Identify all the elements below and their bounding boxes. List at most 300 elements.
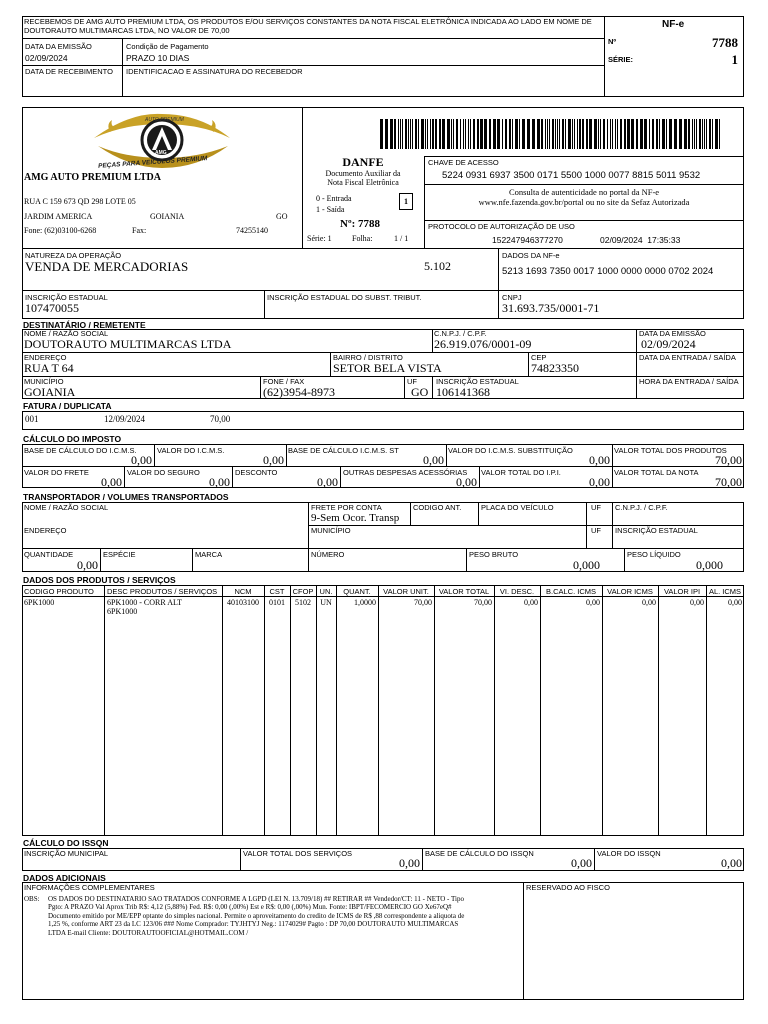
barcode-bar: [405, 119, 407, 149]
divider: [22, 596, 744, 597]
divider: [264, 290, 265, 319]
products-header-ncm: NCM: [234, 587, 252, 596]
recipient-section-title: DESTINATÁRIO / REMETENTE: [23, 320, 146, 330]
access-key-value: 5224 0931 6937 3500 0171 5500 1000 0077 8815 5011 9532: [442, 170, 701, 181]
tax-label-discount: DESCONTO: [235, 468, 278, 477]
barcode-bar: [612, 119, 613, 149]
access-key-label: CHAVE DE ACESSO: [428, 158, 499, 167]
divider: [479, 466, 480, 488]
products-header-cfop: CFOP: [292, 587, 314, 596]
barcode-bar: [412, 119, 413, 149]
issuer-address: RUA C 159 673 QD 298 LOTE 05: [24, 197, 136, 206]
receipt-serie-value: 1: [731, 52, 738, 67]
products-column-divider: [494, 585, 495, 836]
barcode-bar: [522, 119, 525, 149]
transport-address-label: ENDEREÇO: [24, 526, 67, 535]
consult-line1: Consulta de autenticidade no portal da NF-e: [508, 187, 660, 197]
obs-label: OBS:: [24, 895, 40, 903]
barcode-bar: [421, 119, 424, 149]
barcode-bar: [545, 119, 546, 149]
barcode-bar: [598, 119, 599, 149]
recipient-ie-value: 106141368: [436, 385, 490, 399]
products-column-divider: [264, 585, 265, 836]
barcode-bar: [659, 119, 660, 149]
issqn-im-label: INSCRIÇÃO MUNICIPAL: [24, 849, 109, 858]
tax-value-note-total: 70,00: [715, 475, 742, 489]
products-column-divider: [222, 585, 223, 836]
issqn-services-value: 0,00: [399, 856, 420, 870]
barcode-bar: [541, 119, 543, 149]
divider: [410, 502, 411, 525]
product-code: 6PK1000: [24, 598, 55, 607]
barcode-bar: [572, 119, 573, 149]
obs-line: OS DADOS DO DESTINATARIO SAO TRATADOS CONFORME A LGPD (LEI N. 13.709/18) ## RETIRAR ## Vendedor/CT: 11 - NETO - Tipo: [48, 895, 464, 903]
barcode-bar: [603, 119, 605, 149]
barcode-bar: [719, 119, 720, 149]
divider: [22, 65, 604, 66]
tax-label-icms-base: BASE DE CÁLCULO DO I.C.M.S.: [24, 446, 137, 455]
product-desc-line2: 6PK1000: [107, 607, 138, 616]
divider: [240, 848, 241, 871]
danfe-entrada: 0 - Entrada: [316, 194, 352, 203]
barcode-bar: [696, 119, 697, 149]
danfe-sub1: Documento Auxiliar da: [325, 169, 401, 178]
issqn-services-label: VALOR TOTAL DOS SERVIÇOS: [243, 849, 353, 858]
issuer-cep: 74255140: [236, 226, 268, 235]
divider: [124, 466, 125, 488]
nfe-data-value: 5213 1693 7350 0017 1000 0000 0000 0702 2024: [502, 266, 714, 277]
tax-label-insurance: VALOR DO SEGURO: [127, 468, 200, 477]
barcode-bar: [617, 119, 618, 149]
product-aliq: 0,00: [728, 598, 742, 607]
divider: [100, 548, 101, 572]
divider: [260, 376, 261, 399]
divider: [466, 548, 467, 572]
barcode-bar: [694, 119, 695, 149]
tax-value-freight: 0,00: [101, 475, 122, 489]
consult-line2: www.nfe.fazenda.gov.br/portal ou no site da Sefaz Autorizada: [478, 197, 690, 207]
barcode-bar: [398, 119, 399, 149]
nature-cfop: 5.102: [424, 259, 451, 273]
additional-section-title: DADOS ADICIONAIS: [23, 873, 106, 883]
divider: [612, 444, 613, 488]
barcode-bar: [666, 119, 667, 149]
barcode-bar: [552, 119, 554, 149]
recipient-emission-label: DATA DA EMISSÃO: [639, 329, 706, 338]
barcode-bar: [453, 119, 454, 149]
transport-qty-label: QUANTIDADE: [24, 550, 74, 559]
recipient-address-label: ENDEREÇO: [24, 353, 67, 362]
barcode-bar: [460, 119, 461, 149]
recipient-phone-value: (62)3954-8973: [263, 385, 335, 399]
products-header-desc: DESC PRODUTOS / SERVIÇOS: [107, 587, 218, 596]
tax-value-icms-st-base: 0,00: [423, 453, 444, 467]
barcode-bar: [385, 119, 388, 149]
obs-line: Documento emitido por ME/EPP optante do simples nacional. Permite o aproveitamento do credito de ICMS de R$ ,88 correspondente a aliquota de: [48, 911, 465, 920]
barcode-bar: [640, 119, 643, 149]
issqn-section-title: CÁLCULO DO ISSQN: [23, 838, 109, 848]
recipient-uf-value: GO: [411, 385, 429, 399]
barcode-bar: [649, 119, 650, 149]
issuer-city: GOIANIA: [150, 212, 185, 221]
barcode-bar: [418, 119, 419, 149]
transport-ie-label: INSCRIÇÃO ESTADUAL: [615, 526, 698, 535]
barcode-bar: [447, 119, 450, 149]
nature-value: VENDA DE MERCADORIAS: [25, 259, 189, 274]
barcode-bar: [432, 119, 434, 149]
divider: [586, 502, 587, 548]
product-qty: 1,0000: [354, 598, 376, 607]
barcode-bar: [509, 119, 511, 149]
barcode-bar: [674, 119, 677, 149]
recipient-uf-label: UF: [407, 377, 417, 386]
nature-label: NATUREZA DA OPERAÇÃO: [25, 251, 122, 260]
barcode-bar: [589, 119, 592, 149]
barcode-bar: [537, 119, 540, 149]
transport-name-label: NOME / RAZÃO SOCIAL: [24, 503, 109, 512]
divider: [404, 376, 405, 399]
products-column-divider: [706, 585, 707, 836]
products-section-title: DADOS DOS PRODUTOS / SERVIÇOS: [23, 575, 176, 585]
issqn-base-value: 0,00: [571, 856, 592, 870]
divider: [612, 502, 613, 548]
barcode-bar: [574, 119, 575, 149]
divider: [22, 38, 604, 39]
products-header-base: B.CALC. ICMS: [545, 587, 596, 596]
divider: [424, 184, 744, 185]
product-desc-line1: 6PK1000 - CORR ALT: [107, 598, 183, 607]
obs-line: 1,25 %, conforme ART 23 da LC 123/06 ### Nome Comprador: TYJHTYJ Neg.: 1174029# Pagto : DP 70,00 DOUTORAUTO MULTIMARCAS: [48, 920, 459, 929]
ie-label: INSCRIÇÃO ESTADUAL: [25, 293, 108, 302]
barcode-bar: [620, 119, 622, 149]
tax-value-ipi: 0,00: [589, 475, 610, 489]
danfe-saida: 1 - Saída: [316, 205, 345, 214]
products-header-qty: QUANT.: [343, 587, 371, 596]
barcode-bar: [473, 119, 475, 149]
divider: [523, 882, 524, 1000]
barcode-bar: [709, 119, 711, 149]
product-base: 0,00: [586, 598, 600, 607]
transport-antt-label: CODIGO ANT.: [413, 503, 462, 512]
barcode-bar: [555, 119, 556, 149]
divider: [232, 466, 233, 488]
products-column-divider: [602, 585, 603, 836]
divider: [330, 352, 331, 376]
issuer-fax-label: Fax:: [132, 226, 147, 235]
nfe-data-label: DADOS DA NF-e: [502, 251, 560, 260]
issuer-state: GO: [276, 212, 288, 221]
barcode-bar: [390, 119, 393, 149]
barcode-bar: [704, 119, 705, 149]
recipient-city-label: MUNICÍPIO: [24, 377, 64, 386]
barcode-bar: [594, 119, 597, 149]
barcode-bar: [712, 119, 713, 149]
recipient-cnpj-label: C.N.P.J. / C.P.F.: [434, 329, 487, 338]
divider: [22, 548, 744, 549]
tax-value-insurance: 0,00: [209, 475, 230, 489]
invoice-number: 001: [25, 414, 39, 424]
divider: [22, 290, 744, 291]
barcode-bar: [451, 119, 452, 149]
danfe-number: Nº: 7788: [340, 218, 380, 230]
divider: [340, 466, 341, 488]
transport-species-label: ESPÉCIE: [103, 550, 136, 559]
transport-cnpj-label: C.N.P.J. / C.P.F.: [615, 503, 668, 512]
barcode-bar: [669, 119, 672, 149]
products-column-divider: [290, 585, 291, 836]
recipient-entry-label: DATA DA ENTRADA / SAÍDA: [639, 353, 736, 362]
products-column-divider: [540, 585, 541, 836]
recipient-cep-value: 74823350: [531, 361, 579, 375]
invoice-value: 70,00: [210, 414, 231, 424]
barcode-bar: [565, 119, 566, 149]
tax-value-icms-base: 0,00: [131, 453, 152, 467]
divider: [424, 220, 744, 221]
barcode-bar: [600, 119, 601, 149]
products-header-aliq: AL. ICMS: [708, 587, 742, 596]
barcode-bar: [502, 119, 503, 149]
barcode-bar: [688, 119, 690, 149]
barcode-bar: [636, 119, 638, 149]
barcode-bar: [463, 119, 464, 149]
receipt-serie-label: SÉRIE:: [608, 55, 634, 64]
danfe-sub2: Nota Fiscal Eletrônica: [327, 178, 399, 187]
protocol-date: 02/09/2024 17:35:33: [600, 235, 681, 245]
issuer-phone: Fone: (62)03100-6268: [24, 226, 97, 235]
barcode-bar: [497, 119, 500, 149]
ie-st-label: INSCRIÇÃO ESTADUAL DO SUBST. TRIBUT.: [267, 293, 422, 302]
barcode-bar: [380, 119, 383, 149]
transport-gross-label: PESO BRUTO: [469, 550, 519, 559]
recipient-ie-label: INSCRIÇÃO ESTADUAL: [436, 377, 519, 386]
receipt-number-value: 7788: [712, 35, 738, 50]
recipient-address-value: RUA T 64: [24, 361, 74, 375]
barcode-bar: [624, 119, 626, 149]
tax-label-freight: VALOR DO FRETE: [24, 468, 89, 477]
products-header-icms: VALOR ICMS: [607, 587, 653, 596]
recipient-hour-label: HORA DA ENTRADA / SAÍDA: [639, 377, 739, 386]
barcode-bar: [465, 119, 466, 149]
divider: [424, 156, 744, 157]
recipient-cnpj-value: 26.919.076/0001-09: [434, 337, 532, 351]
issuer-name: AMG AUTO PREMIUM LTDA: [24, 172, 161, 183]
products-header-disc: VI. DESC.: [499, 587, 535, 596]
products-header-total: VALOR TOTAL: [438, 587, 490, 596]
product-cfop: 5102: [295, 598, 311, 607]
recipient-name-value: DOUTORAUTO MULTIMARCAS LTDA: [24, 337, 232, 351]
tax-section-title: CÁLCULO DO IMPOSTO: [23, 434, 122, 444]
invoice-due: 12/09/2024: [104, 414, 146, 424]
obs-line: LTDA E-mail Cliente: DOUTORAUTOOFICIAL@HOTMAIL.COM /: [48, 928, 249, 937]
barcode-bar: [400, 119, 401, 149]
products-column-divider: [104, 585, 105, 836]
barcode-bar: [470, 119, 471, 149]
barcode-bar: [527, 119, 530, 149]
divider: [22, 248, 744, 249]
danfe-serie: Série: 1: [307, 234, 332, 243]
barcode-bar: [493, 119, 496, 149]
transport-brand-label: MARCA: [195, 550, 223, 559]
barcode-bar: [627, 119, 630, 149]
recipient-cep-label: CEP: [531, 353, 547, 362]
cnpj-value: 31.693.735/0001-71: [502, 301, 600, 315]
transport-uf2-label: UF: [591, 526, 601, 535]
barcode-bar: [692, 119, 693, 149]
products-column-divider: [434, 585, 435, 836]
barcode-bar: [415, 119, 417, 149]
divider: [624, 548, 625, 572]
products-header-code: CODIGO PRODUTO: [24, 587, 94, 596]
product-unit: 70,00: [414, 598, 432, 607]
barcode-bar: [477, 119, 479, 149]
product-disc: 0,00: [524, 598, 538, 607]
tax-value-discount: 0,00: [317, 475, 338, 489]
product-un: UN: [320, 598, 332, 607]
receipt-payment-value: PRAZO 10 DIAS: [126, 53, 190, 63]
recipient-emission-value: 02/09/2024: [641, 337, 696, 351]
divider: [192, 548, 193, 572]
divider: [432, 376, 433, 399]
barcode-bar: [607, 119, 608, 149]
transport-gross-value: 0,000: [573, 558, 600, 572]
divider: [498, 290, 499, 319]
tax-label-icms-st-base: BASE DE CÁLCULO I.C.M.S. ST: [288, 446, 399, 455]
products-header-unit: VALOR UNIT.: [383, 587, 429, 596]
receipt-date-label: DATA DE RECEBIMENTO: [25, 67, 113, 76]
obs-text: [48, 895, 522, 937]
divider: [636, 329, 637, 399]
divider: [122, 38, 123, 97]
transport-freight-label: FRETE POR CONTA: [311, 503, 382, 512]
transport-net-value: 0,000: [696, 558, 723, 572]
divider: [308, 502, 309, 572]
barcode-bar: [615, 119, 616, 149]
transport-net-label: PESO LÍQUIDO: [627, 550, 681, 559]
tax-label-products-total: VALOR TOTAL DOS PRODUTOS: [614, 446, 727, 455]
barcode-bar: [684, 119, 687, 149]
transport-uf-label: UF: [591, 503, 601, 512]
barcode-bar: [557, 119, 558, 149]
receipt-number-label: Nº: [608, 37, 617, 46]
protocol-label: PROTOCOLO DE AUTORIZAÇÃO DE USO: [428, 222, 575, 231]
barcode-bar: [519, 119, 520, 149]
issuer-district: JARDIM AMERICA: [24, 212, 93, 221]
products-column-divider: [658, 585, 659, 836]
receipt-emission-label: DATA DA EMISSÃO: [25, 42, 92, 51]
product-cst: 0101: [269, 598, 285, 607]
products-box: [22, 585, 744, 836]
tax-value-products-total: 70,00: [715, 453, 742, 467]
barcode-bar: [402, 119, 403, 149]
obs-line: Pgto: A PRAZO Val Aprox Trib R$: 4,12 (5,88%) Fed. R$: 0,00 (,00%) Est e R$: 0,00 (,00%) Mun. Fonte: IBPT/FECOMERCIO GO Xe67eQ#: [48, 903, 452, 912]
receipt-nfe-title: NF-e: [662, 19, 685, 30]
info-label: INFORMAÇÕES COMPLEMENTARES: [24, 883, 155, 892]
receipt-text: RECEBEMOS DE AMG AUTO PREMIUM LTDA, OS PRODUTOS E/OU SERVIÇOS CONSTANTES DA NOTA FISCAL ELETRÔNICA INDICADA AO LADO EM NOME DE DOUTORAUTO MULTIMARCAS LTDA, NO VALOR DE 70,00: [24, 17, 592, 35]
divider: [594, 848, 595, 871]
divider: [432, 329, 433, 352]
product-total: 70,00: [474, 598, 492, 607]
product-ipi: 0,00: [690, 598, 704, 607]
ie-value: 107470055: [25, 301, 79, 315]
barcode-bar: [532, 119, 535, 149]
barcode-bar: [394, 119, 396, 149]
tax-value-other: 0,00: [456, 475, 477, 489]
transport-qty-value: 0,00: [77, 558, 98, 572]
transport-plate-label: PLACA DO VEÍCULO: [481, 503, 554, 512]
protocol-number: 152247946377270: [492, 235, 563, 245]
barcode-bar: [610, 119, 611, 149]
barcode-bar: [715, 119, 718, 149]
logo-top-text: AUTO PREMIUM: [145, 117, 184, 123]
divider: [446, 444, 447, 466]
products-header-ipi: VALOR IPI: [663, 587, 701, 596]
barcode-bar: [430, 119, 431, 149]
barcode-bar: [484, 119, 487, 149]
tax-label-other: OUTRAS DESPESAS ACESSÓRIAS: [343, 468, 468, 477]
barcode-bar: [408, 119, 409, 149]
barcode-bar: [579, 119, 581, 149]
recipient-district-value: SETOR BELA VISTA: [333, 361, 442, 375]
products-column-divider: [336, 585, 337, 836]
barcode-bar: [456, 119, 458, 149]
barcode-bar: [562, 119, 564, 149]
divider: [498, 248, 499, 290]
transport-city-label: MUNICÍPIO: [311, 526, 351, 535]
barcode-bar: [442, 119, 445, 149]
barcode-bar: [549, 119, 550, 149]
barcode-bar: [410, 119, 411, 149]
logo-mid-text: AMG: [155, 150, 167, 156]
barcode-bar: [699, 119, 701, 149]
transport-number-label: NÚMERO: [311, 550, 345, 559]
barcode-bar: [702, 119, 703, 149]
receipt-emission-value: 02/09/2024: [25, 53, 68, 63]
barcode-bar: [656, 119, 658, 149]
tax-label-ipi: VALOR TOTAL DO I.P.I.: [481, 468, 561, 477]
products-column-divider: [316, 585, 317, 836]
barcode-bar: [706, 119, 707, 149]
divider: [422, 848, 423, 871]
issqn-value-value: 0,00: [721, 856, 742, 870]
tax-label-icms: VALOR DO I.C.M.S.: [157, 446, 225, 455]
barcode-bar: [679, 119, 682, 149]
transport-freight-value: 9-Sem Ocor. Transp: [311, 512, 400, 524]
barcode-bar: [631, 119, 634, 149]
barcode-bar: [577, 119, 578, 149]
barcode-bar: [489, 119, 491, 149]
barcode-bar: [644, 119, 647, 149]
cnpj-label: CNPJ: [502, 293, 522, 302]
recipient-name-label: NOME / RAZÃO SOCIAL: [24, 329, 109, 338]
barcode-bar: [568, 119, 571, 149]
danfe-type-value: 1: [404, 197, 408, 206]
barcode-bar: [427, 119, 428, 149]
barcode-bar: [439, 119, 441, 149]
products-column-divider: [378, 585, 379, 836]
danfe-folha-value: 1 / 1: [394, 234, 409, 243]
receipt-payment-label: Condição de Pagamento: [126, 42, 209, 51]
divider: [154, 444, 155, 466]
barcode-bar: [468, 119, 469, 149]
transport-section-title: TRANSPORTADOR / VOLUMES TRANSPORTADOS: [23, 492, 229, 502]
barcode-bar: [662, 119, 665, 149]
danfe-title: DANFE: [342, 155, 384, 169]
barcode: [380, 119, 722, 149]
divider: [528, 352, 529, 376]
tax-label-note-total: VALOR TOTAL DA NOTA: [614, 468, 699, 477]
invoice-section-title: FATURA / DUPLICATA: [23, 401, 112, 411]
product-icms: 0,00: [642, 598, 656, 607]
